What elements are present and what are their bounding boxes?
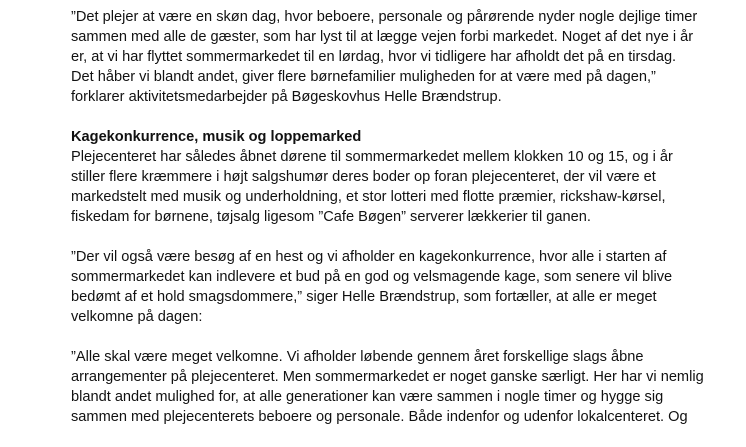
text-line: fiskedam for børnene, tøjsalg ligesom ”Cafe Bøgen” serverer lækkerier til ganen. xyxy=(71,209,591,225)
text-line: ”Alle skal være meget velkomne. Vi afholder løbende gennem året forskellige slags åbne xyxy=(71,349,644,365)
text-line: Plejecenteret har således åbnet dørene til sommermarkedet mellem klokken 10 og 15, og i år xyxy=(71,149,673,165)
text-line: arrangementer på plejecenteret. Men sommermarkedet er noget ganske særligt. Her har vi nemlig xyxy=(71,369,704,385)
text-line: forklarer aktivitetsmedarbejder på Bøgeskovhus Helle Brændstrup. xyxy=(71,89,502,105)
text-line: stiller flere kræmmere i højt salgshumør deres boder op foran plejecenteret, der vil være et xyxy=(71,169,656,185)
text-line: sammen med alle de gæster, som har lyst til at lægge vejen forbi markedet. Noget af det nye i år xyxy=(71,29,694,45)
paragraph-welcome xyxy=(71,347,704,427)
text-line: ”Der vil også være besøg af en hest og vi afholder en kagekonkurrence, hvor alle i starten af xyxy=(71,249,667,265)
text-line: markedstelt med musik og underholdning, et stor lotteri med flotte præmier, rickshaw-kørsel, xyxy=(71,189,666,205)
paragraph-quote-intro xyxy=(71,7,701,107)
text-line: er, at vi har flyttet sommermarkedet til en lørdag, hvor vi tidligere har afholdt det på en tirsdag. xyxy=(71,49,677,65)
paragraph-cake-contest xyxy=(71,247,701,327)
text-line: sommermarkedet kan indlevere et bud på en god og velsmagende kage, som senere vil blive xyxy=(71,269,673,285)
text-line: Det håber vi blandt andet, giver flere børnefamilier muligheden for at være med på dagen,” xyxy=(71,69,656,85)
paragraph-market-details xyxy=(71,147,701,227)
document-page xyxy=(71,7,704,447)
text-line: velkomne på dagen: xyxy=(71,309,203,325)
text-line: blandt andet mulighed for, at alle generationer kan være sammen i nogle timer og hygge sig xyxy=(71,389,664,405)
text-line: bedømt af et hold smagsdommere,” siger Helle Brændstrup, som fortæller, at alle er meget xyxy=(71,289,657,305)
text-line: sammen med plejecenterets beboere og personale. Både indenfor og udenfor lokalcenteret. Og xyxy=(71,409,688,425)
section-heading: Kagekonkurrence, musik og loppemarked xyxy=(71,129,362,145)
text-line: ”Det plejer at være en skøn dag, hvor beboere, personale og pårørende nyder nogle dejlige timer xyxy=(71,9,698,25)
